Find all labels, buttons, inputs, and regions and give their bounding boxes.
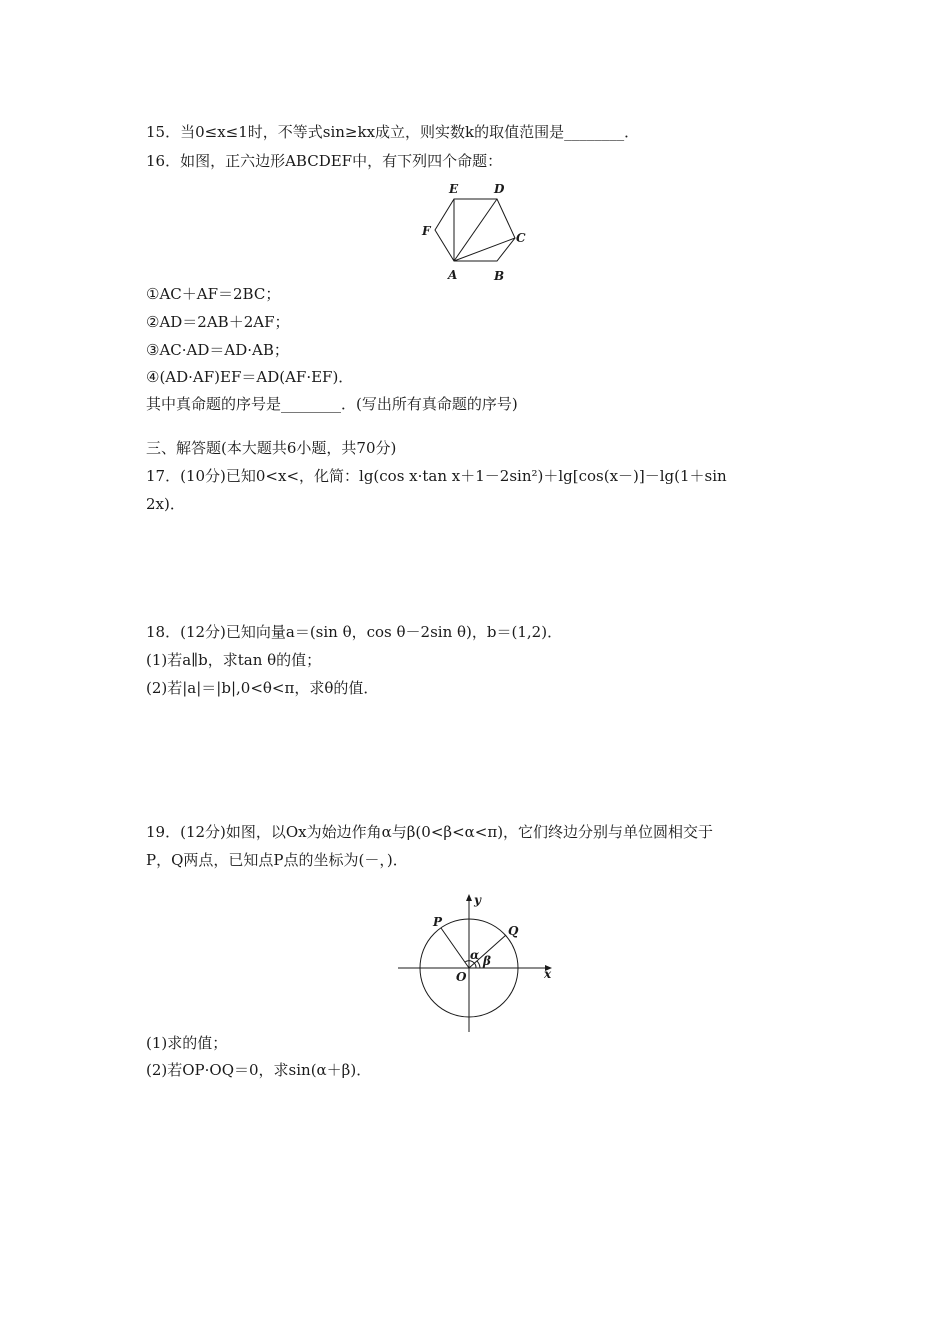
question-15: 15．当0≤x≤1时，不等式sin≥kx成立，则实数k的取值范围是________． [146,123,640,141]
question-19-line-4: (2)若OP·OQ＝0，求sin(α＋β)． [146,1061,372,1079]
question-16-item-2: ②AD＝2AB＋2AF； [146,313,290,331]
question-16-item-3: ③AC·AD＝AD·AB； [146,341,289,359]
question-17-line-1: 17．(10分)已知0<x<，化简：lg(cos x·tan x＋1－2sin²)＋lg[cos(x－)]－lg(1＋sin [146,467,727,485]
ray-op [441,928,469,968]
question-18-line-1: 18．(12分)已知向量a＝(sin θ，cos θ－2sin θ)，b＝(1,2)． [146,623,563,641]
question-16-answer-line: 其中真命题的序号是________．(写出所有真命题的序号) [146,395,518,413]
question-16-item-1: ①AC＋AF＝2BC； [146,285,281,303]
origin-label: O [456,970,467,984]
hexagon-label-c: C [516,231,526,245]
hexagon-label-e: E [449,182,459,196]
question-19-line-1: 19．(12分)如图，以Ox为始边作角α与β(0<β<α<π)，它们终边分别与单位圆相交于 [146,823,714,841]
diagonal-ad [454,199,497,261]
question-19-line-3: (1)求的值； [146,1034,228,1052]
axis-label-x: x [544,967,552,981]
point-label-q: Q [508,924,519,938]
point-label-p: P [433,915,443,929]
question-18-line-2: (1)若a∥b，求tan θ的值； [146,651,322,669]
unit-circle-figure [396,892,556,1034]
hexagon-label-a: A [448,268,458,282]
section-3-heading: 三、解答题(本大题共6小题，共70分) [146,439,397,457]
question-16-item-4: ④(AD·AF)EF＝AD(AF·EF)． [146,368,354,386]
question-18-line-3: (2)若|a|＝|b|,0<θ<π，求θ的值． [146,679,379,697]
question-17-line-2: 2x)． [146,495,185,513]
hexagon-figure [418,180,533,286]
angle-label-alpha: α [470,948,480,962]
y-axis-arrow [466,894,472,901]
question-16-stem: 16．如图，正六边形ABCDEF中，有下列四个命题： [146,152,503,170]
hexagon-label-d: D [494,182,505,196]
axis-label-y: y [474,893,481,907]
angle-beta-arc [477,961,480,968]
hexagon-label-f: F [422,224,431,238]
question-19-line-2: P，Q两点，已知点P点的坐标为(－，)． [146,851,408,869]
hexagon-label-b: B [494,269,505,283]
angle-label-beta: β [483,954,491,968]
